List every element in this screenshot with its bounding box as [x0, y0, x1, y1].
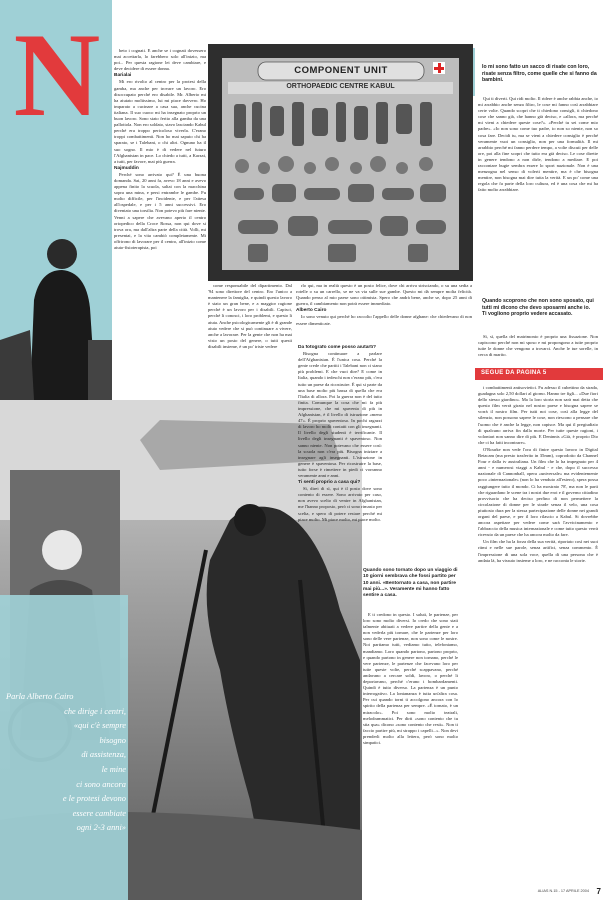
- article-column-2b: [296, 283, 472, 339]
- right-callout-marriage: Quando scoprono che non sono sposato, qui tutti mi dicono che devo sposarmi anche io. Ti vogliono proprio vedere accasato.: [482, 298, 594, 317]
- photo-left-top: [0, 190, 112, 400]
- page-number: 7: [596, 887, 601, 896]
- drop-cap: N: [13, 8, 101, 141]
- caption-line: essere cambiate: [72, 808, 126, 818]
- sign-orthopaedic-centre: ORTHOPAEDIC CENTRE KABUL: [286, 83, 395, 90]
- paragraph: Mi ero rivolto al centro per la protesi della gamba, ma anche per trovare un lavoro. Ero disoccupato perché ero disabile. Mr. Alberto mi ha aiutato moltissimo, lui mi piace davvero. Ho imparato a cucinare a casa sua, anche cucina italiana. Il suo cuoco mi ha insegnato proprio un buon lavoro. Sono stato ferito alla gamba da una pallottola. Non ero soldato, stavo lasciando Kabul perché era troppo pericoloso viverla. C'erano troppi combattimenti. Non ho mai saputo chi ha sparato, se i Talebani, o chi altri. Ognuno ha il suo sogno. Il mio è di vedere nel futuro l'Afghanistan in pace. Lo chiedo a tutti, a Karzai, a tutti, per favore, mai più guerra.: [114, 79, 206, 164]
- paragraph: Io sono venuto qui perché ho raccolto l'appello delle donne afghane: che chiedevano di non essere dimenticate.: [296, 314, 472, 326]
- right-callout-top: Io mi sono fatto un sacco di risate con loro, risate senza filtro, come quelle che si fanno da bambini.: [482, 64, 597, 83]
- caption-line: che dirige i centri,: [64, 706, 126, 716]
- segue-label: SEGUE DA PAGINA 5: [481, 370, 547, 376]
- middle-callout: Quando sono tornato dopo un viaggio di 10 giorni sembrava che fossi partito per 10 anni. «Bentornato a casa, non partire mai più...». Veramente mi hanno fatto sentire a casa.: [363, 568, 458, 599]
- caption-line: ci sono ancora: [76, 779, 126, 789]
- caption-line: ogni 2-3 anni»: [76, 823, 126, 833]
- speaker-heading: Alberto Cairo: [296, 308, 327, 314]
- article-column-right-bottom: [478, 385, 598, 885]
- article-column-right-top: [478, 96, 598, 288]
- paragraph: Qui ti diverti. Qui ridi molto. Il ridere è anche rabbia anche, io mi arrabbio anche senza filtro, le cose mi fanno così arrabbiare certe volte. Quando scopri che ti chiedono consigli, ti chiedono cose che sanno già, che hanno già deciso, e «allora, ma perché mi vieni a chiedere queste cose?». «Perché tu sei come mio padre». «Io non sono come tuo padre, io non so niente, non so cosa fare. Decidi tu, ma se vieni a chiedere consiglio è perché veramente vuoi un consiglio, non per una formalità. Il mi arrabbio perché mi fanno perdere tempo, a volte discuti per delle ore, poi alla fine scopri che tutto era già deciso. Le cose dirette in genere tendono a non dirle, tendono a mediare. E poi raccontare bugie sembra essere lo sport nazionale. Non è una menzogna nel senso di volerti mentire, ma è che bisogna mentire, non bisogna mai dire tutta la verità. E un po' come una regola che fa parte della loro cultura, ed è una cosa che mi ha fatto molto arrabbiare.: [478, 96, 598, 193]
- caption-line: le mine: [101, 764, 126, 774]
- speaker-heading: Najmuddin: [114, 165, 139, 171]
- photo-caption: [6, 690, 126, 836]
- article-column-1: [114, 48, 206, 348]
- article-column-2a: [208, 283, 292, 395]
- caption-line: e le protesi devono: [62, 794, 126, 804]
- caption-line: «qui c'è sempre: [73, 721, 126, 731]
- paragraph: Perché sono arrivato qui? È una buona domanda. Sai, 20 anni fa, avevo 18 anni e avevo appena finito la scuola, saltai con la macchina sopra una mina, e persi entrambe le gambe. Fu molto difficile, per l'incidente, e per l'attesa all'ospedale, e per i 5 anni successivi. Ero diventato una torsilia. Non potevo più fare niente. Venni a sapere che avevano aperto il centro ortopedico della Croce Rossa, non qui dove si trova ora, ma dall'altra parte della città. Volli, mi presentai, e la vita cambiò completamente. Mi offrirono di lavorare per il centro, all'inizio come aiuto-fisioterapista, poi: [114, 171, 206, 250]
- caption-line: di assistenza,: [81, 750, 126, 760]
- footer: [475, 888, 603, 898]
- paragraph: rlo qui, ma in realtà questo è un posto felice, dove chi arriva strisciando, o su una sedia a rotelle o su un carrello, se ne va via sulle sue gambe. Questo mi dà sempre molta felicità. Quando penso al mio paese sono ottimista. Spero che andrà bene, anche se, dopo 25 anni di guerra, il cambiamento non potrà essere immediato.: [296, 283, 472, 307]
- segue-banner: [475, 368, 603, 380]
- article-column-middle: [363, 612, 458, 894]
- sign-component-unit: COMPONENT UNIT: [294, 65, 388, 76]
- question-heading: Ti senti proprio a casa qui?: [298, 480, 361, 486]
- red-cross-icon: [433, 62, 445, 74]
- paragraph: Sì, direi di sì, qui è il posto dove sono contento di essere. Sono arrivato per caso, non avevo scelto di venire in Afghanistan, me l'hanno proposto, però ci sono rimasto per scelta, e spero di potere restare perché mi piace molto. Mi piace molto, mi piace molto.: [298, 486, 382, 522]
- paragraph: Sì, sì, quella del matrimonio è proprio una fissazione. Non capiscono perché non mi sposo e mi propongono a tutte proprio tutte le donne che vengono a trovarci. Anche le tue sorelle, in cerca di marito.: [478, 334, 598, 358]
- paragraph: E ti credono in questo. I saluti, le partenze, per loro sono molto diversi. Io credo che sono stati talmente abituati a vedere partire della gente e a non vederla più tornare, che le partenze per loro sono delle vere partenze, non sono come le nostre. Noi partiamo tutti, vediamo tutto, telefoniamo, mandiamo. Loro quando partono, partono proprio, e quando partono in genere non tornano, perché le vere partenze, le partenze che facevano loro per tutte queste volte, perché scappavano, perché andavano a cercare soldi, lavoro, o perché li deportavano, perché c'erano i bombardamenti. Quindi è tutto diverso. La partenza è un punto interrogativo. La lontananza è tutta un'altra cosa. Per cui quando torni ti accolgono ancora con lo spirito della partenza per sempre. «È tornato, è un miracolo». Poi sono molto teatrali, melodrammatici. Per dirti «sono contento che tu stia qua» dicono «sono contento che resti». Non ti faccio partire più, mi strappo i capelli...». Non devi prenderli molto alla lettera, però sono molto simpatici.: [363, 612, 458, 745]
- caption-line: bisogno: [99, 735, 126, 745]
- paragraph: Un film che ha la forza della sua verità, riportato così nei suoi ritmi e nelle sue parole, senza artifici, senza commento. È l'impressione di una sola voce, quella di una persona che è andata là, ha vissuto insieme a loro, e ne racconta le storie.: [478, 539, 598, 563]
- photo-component-unit: [208, 44, 473, 281]
- article-column-3: [298, 345, 382, 565]
- speaker-heading: Barialai: [114, 73, 132, 79]
- caption-line: Parla Alberto Cairo: [6, 692, 74, 701]
- paragraph: i combattimenti antisovietici. Fu adesso il cubettino da strada, guadagna solo 2,50 dollari al giorno. Hanno tre figli... «Due fiori dello stesso giardino». Ma la loro storia non sarà mai detta che questo film verrà girato nel nostro paese e bisogna sapere se vorrà il nostro film. Per tutti noi cose, così alla legge del silenzio, non possono sapere le cose, non riescono a pensare che l'uomo che è anche la legge, non capisce. Ma qui il pregiudizio di qualcuno arriva fin dalla morte. Per tutte queste ragioni, i volontari non sanno dire di più. E Deninnis «Già, è proprio Dio che ci ha fatti incontrare».: [478, 385, 598, 445]
- paragraph: beto i cognati. E anche se i cognati dovessero mai accettarla, lo farebbero solo all'inizio, ma poi... Per questa ragione lei deve cambiare, e deve decidere di essere donna.: [114, 48, 206, 72]
- footer-issue: ALIAS N.15 - 17 APRILE 2004: [537, 889, 589, 893]
- question-heading: Da fotografo come posso aiutarti?: [298, 345, 377, 350]
- article-column-right-mid: [478, 334, 598, 364]
- paragraph: O'Rourke non vede l'ora di finire questo lavoro in Digital Betacam (ma presto trasferito in 35mm), coprodotto da Channel Four e dalla tv australiana. Un film che lo ha impegnato per 4 anni - e numerosi viaggi a Kabul - e che, dopo il successo nazionale di Cannonball, opera «universale» ma evidentemente poco «internazionale» (non lo ha venduto all'estero), spera possa raggiungere tutto il mondo. Ci ha mostrato 78', ma non le parti che riguardano le scene tra i nostri due eroi e il governo cittadino provvisorio che ha deciso perfino di non permettere la circolazione di donne per le strade senza il velo, una cosa piuttosto dura per la stessa partecipazione delle donne nei grandi organi del paese, e per il loro rilascio a Kabul. Si dovrebbe ancora aspettare per vedere come sarà l'avvicinamento e l'abbraccio della musica internazionale e come tutto questo verrà ricevuto da un paese che ha ancora molto da fare.: [478, 446, 598, 538]
- paragraph: Bisogna continuare a parlare dell'Afghanistan. È l'unica cosa. Perché la gente crede che partiti i Talebani non ci siano più problemi. E che vuoi dire? E come in Italia, quando i tedeschi non c'erano più, c'era tutto un paese da ricostruire. È qui si parte da una base molto più bassa di quella che era l'Italia di allora. Poi la guerra non è del tutto finita. Comunque la cosa che mi fa più impressione, che mi spaventa di più in Afghanistan, è il livello di istruzione «meno 47». È proprio spaventoso. In pochi ragazzi di lavoro ho molti contatti con gli insegnanti. Il livello degli studenti è terrificante. Il livello degli insegnanti è spaventoso. Non sanno niente. Non potevano che essere così: la scuola non c'era più. Bisogna iniziare a insegnare agli insegnanti. L'istruzione in genere è spaventosa. Per ricostruire la base, tutto forse è rimettere in piedi ci vorranno veramente anni e anni.: [298, 351, 382, 478]
- paragraph: come responsabile del dipartimento. Dal '94 sono direttore del centro. Ero l'unico a mantenere la famiglia, e quindi questo lavoro è stato un gran bene, e a maggior ragione perché è un lavoro per i disabili. Capisci, perché li conosci, i loro problemi, e questo li aiuta. Anche psicologicamente gli è di grande aiuto vedere che si può continuare a vivere, anche a lavorare. Per la gente che non ha mai visto un posto del genere, o tutti questi disabili insieme, è un po' triste vedere: [208, 283, 292, 349]
